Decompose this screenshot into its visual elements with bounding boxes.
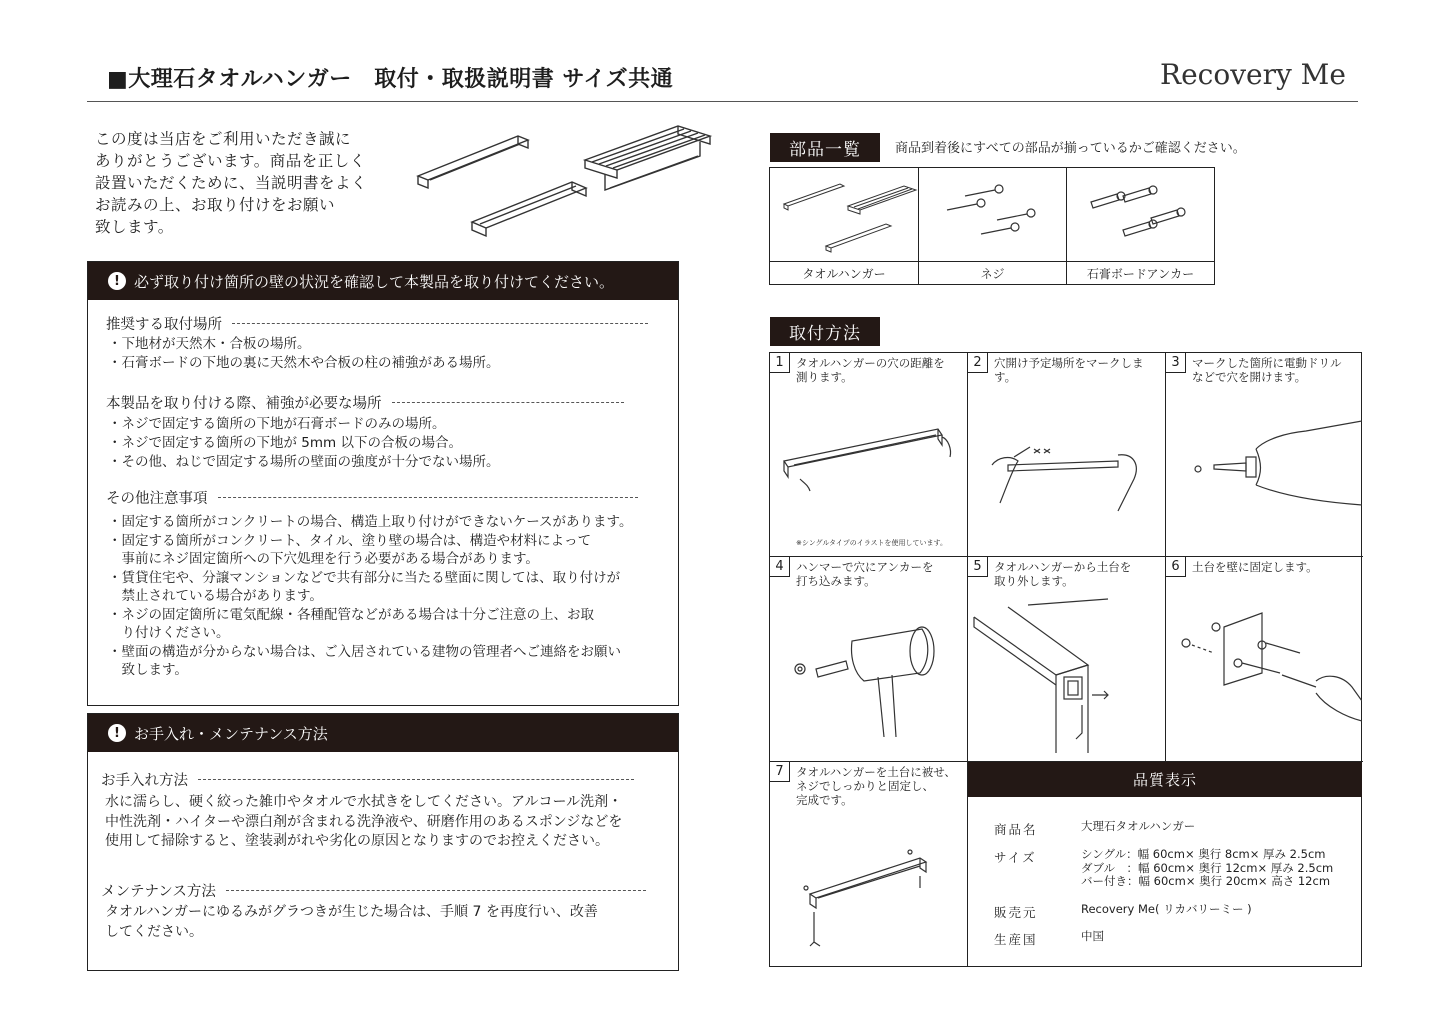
reinforce-item: ・ネジで固定する箇所の下地が石膏ボードのみの場所。 [108, 416, 446, 432]
parts-label-hanger: タオルハンガー [770, 261, 918, 284]
parts-note: 商品到着後にすべての部品が揃っているかご確認ください。 [895, 141, 1246, 156]
other-note-item: ・固定する箇所がコンクリートの場合、構造上取り付けができないケースがあります。 [108, 514, 633, 530]
care-maintenance-panel [87, 713, 679, 971]
maintenance-line: タオルハンガーにゆるみがグラつきが生じた場合は、手順 7 を再度行い、改善 [105, 904, 598, 920]
reinforce-item: ・ネジで固定する箇所の下地が 5mm 以下の合板の場合。 [108, 435, 462, 451]
single-hanger-illustration [418, 136, 528, 188]
step-text: タオルハンガーの穴の距離を 測ります。 [796, 356, 945, 384]
step-6 [1166, 557, 1363, 762]
dashed-rule [232, 323, 648, 324]
towel-hanger-products-illustration [410, 118, 740, 246]
cleaning-line: 使用して掃除すると、塗装剥がれや劣化の原因となりますのでお控えください。 [105, 833, 609, 849]
step-number: 1 [770, 353, 790, 373]
cleaning-line: 中性洗剤・ハイターや漂白剤が含まれる洗浄液や、研磨作用のあるスポンジなどを [105, 813, 623, 830]
installation-steps-grid [769, 352, 1362, 967]
parts-label-screws: ネジ [919, 261, 1066, 284]
other-note-item: 事前にネジ固定箇所への下穴処理を行う必要がある場合があります。 [108, 551, 539, 567]
warning-title: 必ず取り付け箇所の壁の状況を確認して本製品を取り付けてください。 [134, 272, 615, 291]
quality-label-product: 商品名 [994, 822, 1038, 837]
cleaning-line: 水に濡らし、硬く絞った雑巾やタオルで水拭きをしてください。アルコール洗剤・ [105, 794, 623, 810]
other-notes-heading [106, 487, 638, 508]
recommended-item: ・下地材が天然木・合板の場所。 [108, 336, 311, 352]
step-number: 6 [1166, 557, 1186, 577]
step-3 [1166, 353, 1363, 557]
other-note-item: り付けください。 [108, 625, 230, 641]
anchors-illustration [1067, 168, 1213, 260]
parts-label-anchors: 石膏ボードアンカー [1067, 261, 1214, 284]
header-divider [87, 101, 1358, 102]
step-text: 土台を壁に固定します。 [1192, 560, 1318, 574]
other-note-item: ・ネジの固定箇所に電気配線・各種配管などがある場合は十分ご注意の上、お取 [108, 607, 594, 623]
step-text: 穴開け予定場所をマークします。 [994, 356, 1144, 384]
intro-line: この度は当店をご利用いただき誠に [95, 130, 352, 148]
other-note-item: 禁止されている場合があります。 [108, 588, 323, 604]
reinforce-heading-text: 本製品を取り付ける際、補強が必要な場所 [106, 396, 382, 412]
step-5 [968, 557, 1166, 762]
parts-list-tag: 部品一覧 [770, 133, 880, 162]
step-number: 3 [1166, 353, 1186, 373]
other-note-item: ・賃貸住宅や、分譲マンションなどで共有部分に当たる壁面に関しては、取り付けが [108, 570, 621, 586]
quality-value-product: 大理石タオルハンガー [1081, 819, 1196, 833]
recommended-item: ・石膏ボードの下地の裏に天然木や合板の柱の補強がある場所。 [108, 355, 500, 371]
other-note-item: 致します。 [108, 662, 188, 678]
dashed-rule [392, 402, 624, 403]
document-title: ■大理石タオルハンガー 取付・取扱説明書 サイズ共通 [107, 67, 674, 92]
screw-icon [947, 199, 985, 210]
quality-label-size: サイズ [994, 850, 1037, 865]
shelf-hanger-illustration [585, 126, 710, 190]
fix-base-illustration [1166, 557, 1362, 761]
other-note-item: ・壁面の構造が分からない場合は、ご入居されている建物の管理者へご連絡をお願い [108, 644, 621, 660]
screw-icon [981, 223, 1019, 234]
maintenance-text [105, 903, 598, 942]
intro-text [95, 128, 400, 238]
exclamation-icon: ! [108, 724, 126, 742]
step-text: タオルハンガーから土台を 取り外します。 [994, 560, 1132, 588]
step-text: タオルハンガーを土台に被せ、 ネジでしっかりと固定し、 完成です。 [796, 765, 956, 807]
recommended-heading [106, 313, 648, 334]
step-2 [968, 353, 1166, 557]
step-footnote: ※シングルタイプのイラストを使用しています。 [796, 539, 947, 547]
screw-icon [997, 209, 1035, 220]
other-note-item: ・固定する箇所がコンクリート、タイル、塗り壁の場合は、構造や材料によって [108, 533, 592, 549]
double-hanger-illustration [472, 182, 586, 236]
maintenance-line: してください。 [105, 923, 203, 940]
quality-label-panel [968, 762, 1362, 967]
hanger-parts-illustration [770, 168, 918, 260]
cleaning-heading-text: お手入れ方法 [101, 773, 188, 789]
care-title: お手入れ・メンテナンス方法 [134, 724, 328, 743]
parts-cell-screws [919, 168, 1067, 284]
intro-line: お読みの上、お取り付けをお願い [95, 196, 336, 214]
parts-table [769, 167, 1215, 285]
quality-value-origin: 中国 [1081, 929, 1104, 943]
intro-line: 致します。 [95, 218, 174, 236]
quality-label-seller: 販売元 [994, 905, 1038, 920]
step-number: 4 [770, 557, 790, 577]
other-notes-heading-text: その他注意事項 [106, 491, 208, 507]
step-1 [770, 353, 968, 557]
quality-value-seller: Recovery Me( リカバリーミー ) [1081, 902, 1252, 916]
quality-label-origin: 生産国 [994, 932, 1038, 947]
quality-value-size: シングル：幅 60cm× 奥行 8cm× 厚み 2.5cm ダブル ：幅 60cm× 奥行 12cm× 厚み 2.5cm バー付き：幅 60cm× 奥行 20cm× 高さ 12cm [1081, 847, 1334, 888]
step-7 [770, 762, 968, 967]
warning-panel-header [88, 262, 678, 300]
care-panel-header [88, 714, 678, 752]
step-number: 2 [968, 353, 988, 373]
step-text: ハンマーで穴にアンカーを 打ち込みます。 [796, 560, 934, 588]
step-number: 7 [770, 762, 790, 782]
step-4 [770, 557, 968, 762]
reinforce-heading [106, 392, 624, 413]
cleaning-heading [101, 769, 634, 790]
step-text: マークした箇所に電動ドリル などで穴を開けます。 [1192, 356, 1342, 384]
screws-illustration [919, 168, 1066, 260]
maintenance-heading-text: メンテナンス方法 [101, 884, 216, 900]
screw-icon [965, 185, 1003, 196]
cleaning-text [105, 793, 622, 852]
installation-tag: 取付方法 [770, 317, 880, 346]
step-number: 5 [968, 557, 988, 577]
brand-logo: Recovery Me [1160, 58, 1346, 91]
parts-cell-anchors [1067, 168, 1214, 284]
exclamation-icon: ! [108, 272, 126, 290]
anchor-icon [1123, 186, 1157, 202]
maintenance-heading [101, 880, 646, 901]
anchor-icon [1091, 192, 1125, 208]
parts-cell-hanger [770, 168, 919, 284]
dashed-rule [226, 890, 646, 891]
intro-line: ありがとうございます。商品を正しく [95, 152, 366, 170]
wall-check-warning-panel [87, 261, 679, 706]
quality-header: 品質表示 [968, 762, 1362, 797]
reinforce-item: ・その他、ねじで固定する場所の壁面の強度が十分でない場所。 [108, 454, 500, 470]
dashed-rule [198, 779, 634, 780]
dashed-rule [218, 497, 638, 498]
intro-line: 設置いただくために、当説明書をよく [95, 174, 368, 192]
recommended-heading-text: 推奨する取付場所 [106, 317, 222, 333]
